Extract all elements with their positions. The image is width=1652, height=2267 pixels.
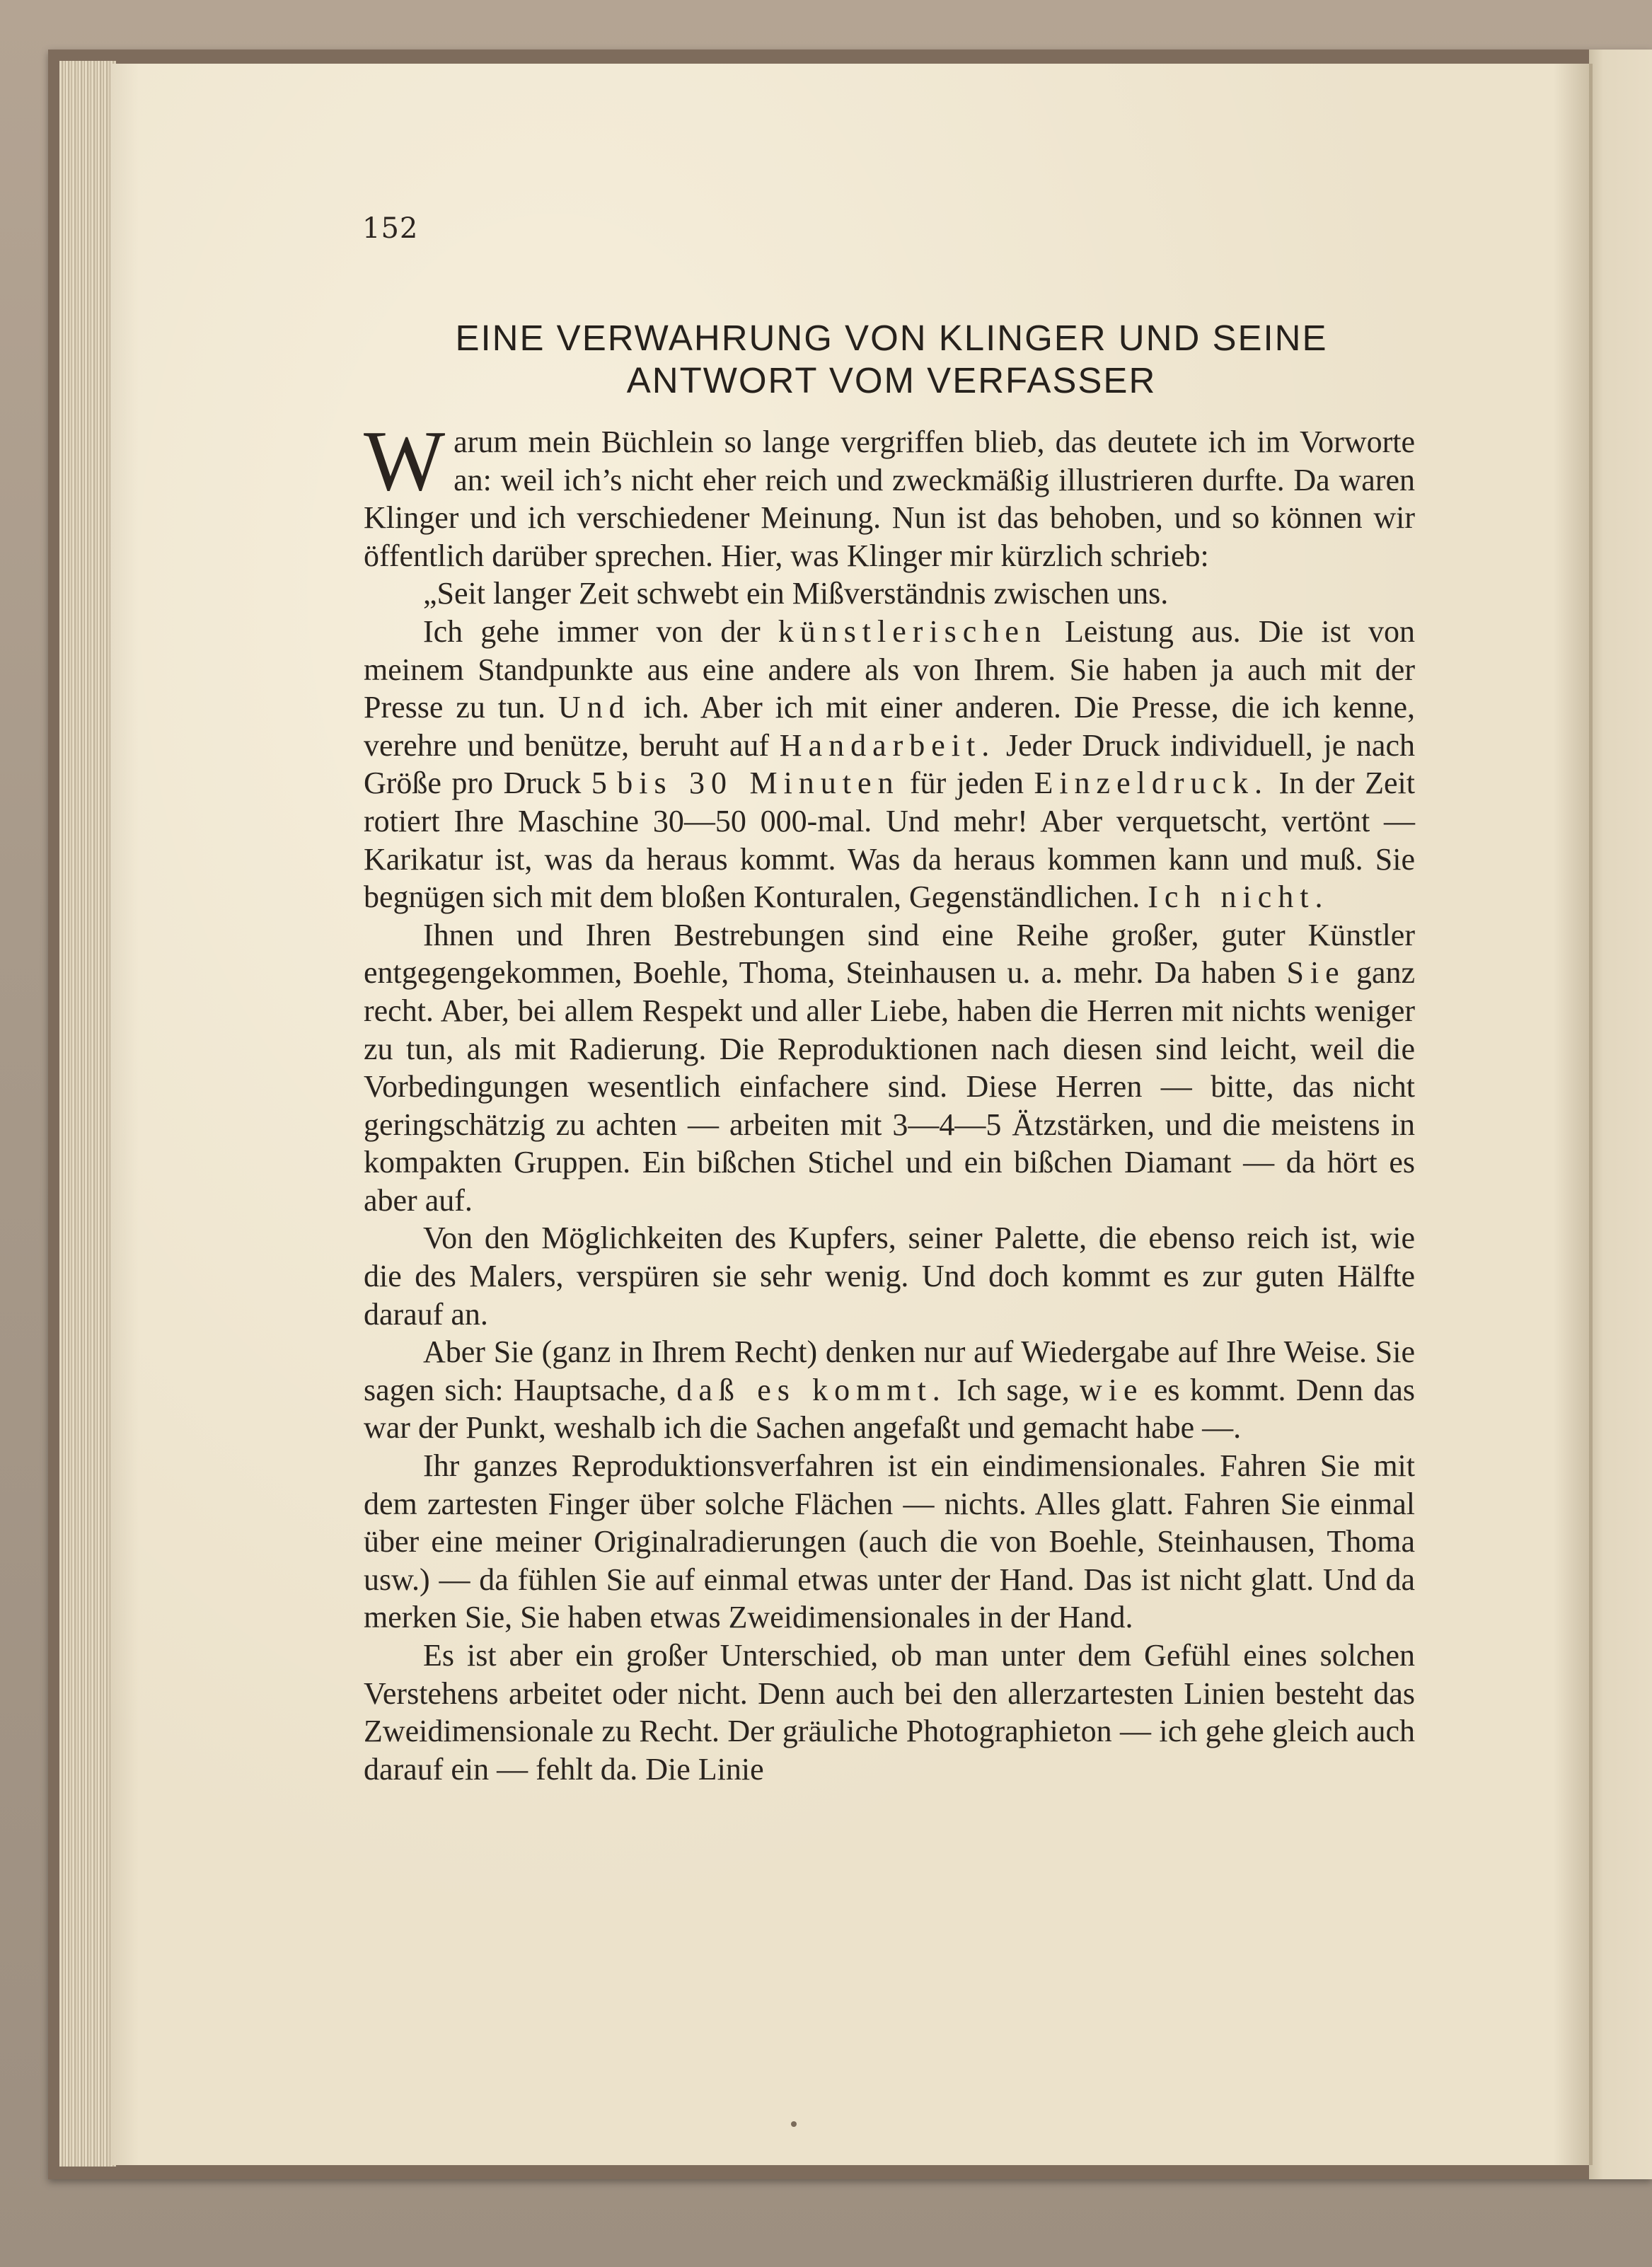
emphasis-ich-nicht: Ich nicht. <box>1148 879 1329 915</box>
paragraph-6-text-e: es kommt. Denn das war der Punkt, weshalb ich die Sachen angefaßt und gemacht habe —. <box>364 1372 1415 1446</box>
paper-speck <box>791 2121 797 2127</box>
paragraph-4-text-c: ganz recht. Aber, bei allem Respekt und aller Liebe, haben die Herren mit nichts weniger zu tun, als mit Radierung. Die Reproduktionen nach diesen sind leicht, weil die Vorbedingungen wesentlich einfachere sind. Diese Herren — bitte, das nicht geringschätzig zu achten — arbeiten mit 3—4—5 Ätzstärken, und die meistens in kompakten Gruppen. Ein bißchen Stichel und ein bißchen Diamant — da hört es aber auf. <box>364 955 1416 1218</box>
paragraph-6 <box>364 1333 1415 1447</box>
paragraph-8: Es ist aber ein großer Unterschied, ob man unter dem Gefühl eines solchen Verstehens arbeitet oder nicht. Denn auch bei den allerzartesten Linien besteht das Zweidimensionale zu Recht. Der gräuliche Photographieton — ich gehe gleich auch darauf ein — fehlt da. Die Linie <box>364 1638 1415 1787</box>
emphasis-und: Und <box>558 690 631 725</box>
chapter-title <box>368 317 1415 402</box>
paragraph-6-text-a: Aber Sie (ganz in Ihrem Recht) denken nur auf Wiedergabe auf Ihre Weise. Sie sagen sich: Hauptsache, <box>364 1334 1415 1407</box>
paragraph-3-text-k: In der Zeit rotiert Ihre Maschine 30—50 000-mal. Und mehr! Aber verquetscht, vertönt — Karikatur ist, was da heraus kommt. Was da heraus kommen kann und muß. Sie begnügen sich mit dem bloßen Konturalen, Gegenständlichen. <box>364 766 1415 915</box>
paragraph-3-text-e: ich. Aber ich mit einer anderen. Die Presse, die ich kenne, verehre und benütze, beruht auf <box>364 690 1415 763</box>
chapter-title-line-2: ANTWORT VOM VERFASSER <box>626 360 1157 400</box>
emphasis-einzeldruck: Einzeldruck. <box>1034 766 1269 801</box>
paragraph-3 <box>364 613 1415 916</box>
paragraph-6-text-c: Ich sage, <box>946 1372 1080 1407</box>
drop-cap: W <box>364 413 446 509</box>
chapter-title-line-1: EINE VERWAHRUNG VON KLINGER UND SEINE <box>455 318 1328 358</box>
paragraph-3-text-a: Ich gehe immer von der <box>423 613 778 649</box>
facing-page-edge <box>1589 50 1652 2179</box>
paragraph-3-text-g: Jeder Druck individuell, je nach Größe pro Druck 5 <box>364 727 1415 801</box>
paragraph-3-text-c: Leistung aus. Die ist von meinem Standpunkte aus eine andere als von Ihrem. Sie haben ja auch mit der Presse zu tun. <box>364 613 1415 725</box>
emphasis-handarbeit: Handarbeit. <box>779 727 996 763</box>
paragraph-7: Ihr ganzes Reproduktionsverfahren ist ein eindimensionales. Fahren Sie mit dem zartesten Finger über solche Flächen — nichts. Alles glatt. Fahren Sie einmal über eine meiner Originalradierungen (auch die von Boehle, Steinhausen, Thoma usw.) — da fühlen Sie auf einmal etwas unter der Hand. Das ist nicht glatt. Und da merken Sie, Sie haben etwas Zweidimensionales in der Hand. <box>364 1448 1415 1635</box>
paragraph-2: „Seit langer Zeit schwebt ein Mißverständnis zwischen uns. <box>423 576 1169 611</box>
paragraph-5: Von den Möglichkeiten des Kupfers, seiner Palette, die ebenso reich ist, wie die des Malers, verspüren sie sehr wenig. Und doch kommt es zur guten Hälfte darauf an. <box>364 1221 1415 1332</box>
emphasis-sie: Sie <box>1286 955 1346 991</box>
paragraph-4-text-a: Ihnen und Ihren Bestrebungen sind eine Reihe großer, guter Künstler entgegengekommen, Boehle, Thoma, Steinhausen u. a. mehr. Da haben <box>364 917 1415 991</box>
paragraph-1-text: arum mein Büchlein so lange vergriffen blieb, das deutete ich im Vorworte an: weil ich’s nicht eher reich und zweckmäßig illustrieren durfte. Da waren Klinger und ich verschiedener Meinung. Nun ist das behoben, und so können wir öffentlich darüber sprechen. Hier, was Klinger mir kürzlich schrieb: <box>364 425 1415 573</box>
paragraph-4 <box>364 916 1415 1220</box>
page-number: 152 <box>362 212 419 245</box>
emphasis-bis-30-minuten: bis 30 Minuten <box>617 766 900 801</box>
emphasis-kuenstlerischen: künstlerischen <box>778 613 1047 649</box>
body-text <box>364 413 1416 1788</box>
paragraph-3-text-i: für jeden <box>899 766 1034 801</box>
emphasis-dass-es-kommt: daß es kommt. <box>676 1372 947 1407</box>
paragraph-1 <box>364 413 1415 575</box>
page-edges <box>59 61 116 2167</box>
gutter-shadow <box>1554 64 1593 2165</box>
emphasis-wie: wie <box>1080 1372 1144 1407</box>
